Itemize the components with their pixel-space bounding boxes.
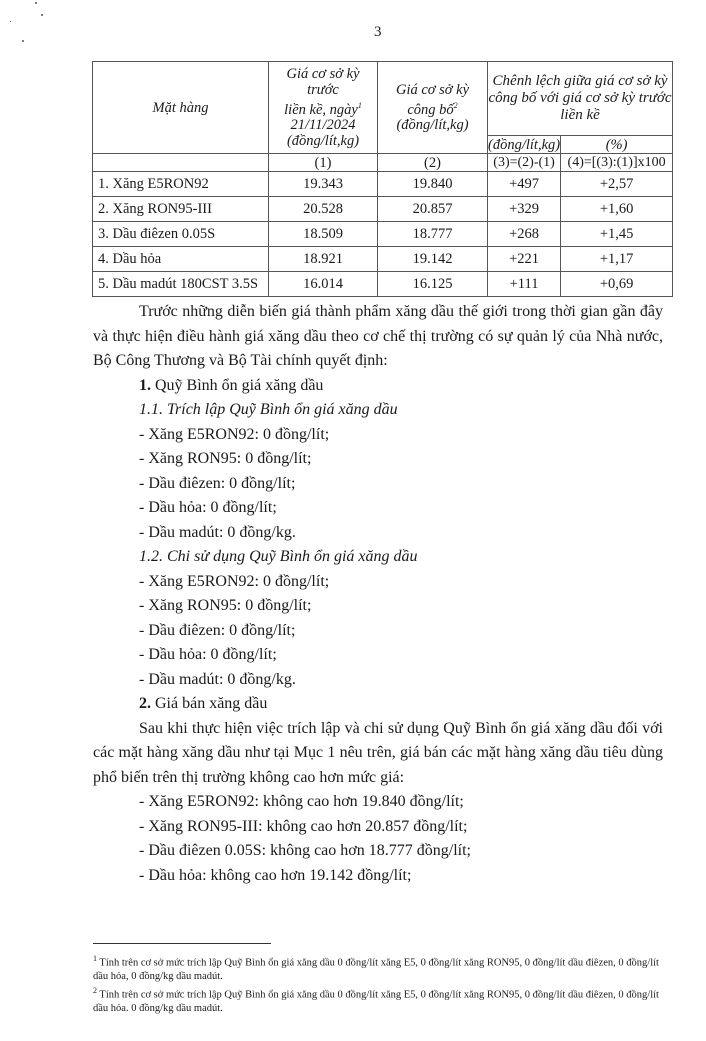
section-1-heading: 1. Quỹ Bình ổn giá xăng dầu xyxy=(139,376,324,394)
row-name: 5. Dầu madút 180CST 3.5S xyxy=(93,272,269,297)
index-cell: (2) xyxy=(378,154,488,172)
list-item: - Dầu điêzen: 0 đồng/lít; xyxy=(139,474,296,492)
page-number: 3 xyxy=(374,24,382,40)
price-table xyxy=(92,61,673,297)
row-pct: +1,45 xyxy=(561,222,673,247)
scan-speck xyxy=(22,40,24,42)
row-prev: 20.528 xyxy=(269,197,378,222)
header-prev-price xyxy=(269,62,378,154)
row-name: 2. Xăng RON95-III xyxy=(93,197,269,222)
list-item: - Xăng RON95: 0 đồng/lít; xyxy=(139,450,312,467)
list-item: - Xăng E5RON92: 0 đồng/lít; xyxy=(139,425,330,443)
row-prev: 18.509 xyxy=(269,222,378,247)
section-2-paragraph: Sau khi thực hiện việc trích lập và chi sử dụng Quỹ Bình ổn giá xăng dầu đối với các mặt hàng xăng dầu như tại Mục 1 nêu trên, giá bán các mặt hàng xăng dầu tiêu dùng phổ biến trên thị trường không cao hơn mức giá: xyxy=(93,719,663,786)
footnotes xyxy=(93,952,663,1015)
header-line: (đồng/lít,kg) xyxy=(286,133,360,150)
list-item: - Dầu hỏa: không cao hơn 19.142 đồng/lít; xyxy=(139,866,412,884)
index-cell xyxy=(93,154,269,172)
row-name: 1. Xăng E5RON92 xyxy=(93,172,269,197)
row-diff: +329 xyxy=(488,197,561,222)
row-now: 19.142 xyxy=(378,247,488,272)
table-row xyxy=(93,272,673,297)
row-prev: 18.921 xyxy=(269,247,378,272)
row-pct: +0,69 xyxy=(561,272,673,297)
scan-speck xyxy=(10,21,11,22)
row-prev: 19.343 xyxy=(269,172,378,197)
row-diff: +111 xyxy=(488,272,561,297)
scan-speck xyxy=(41,14,43,16)
row-now: 19.840 xyxy=(378,172,488,197)
table-row xyxy=(93,197,673,222)
header-line: Giá cơ sở kỳ xyxy=(395,81,470,98)
row-pct: +2,57 xyxy=(561,172,673,197)
header-line: liền kề, ngày$^1$ xyxy=(284,100,362,118)
row-now: 16.125 xyxy=(378,272,488,297)
row-diff: +497 xyxy=(488,172,561,197)
document-body xyxy=(93,300,663,888)
row-name: 3. Dầu điêzen 0.05S xyxy=(93,222,269,247)
header-item: Mặt hàng xyxy=(93,62,269,154)
row-diff: +268 xyxy=(488,222,561,247)
header-line: liền kề xyxy=(560,107,600,123)
list-item: - Dầu madút: 0 đồng/kg. xyxy=(139,523,296,541)
header-diff-amount: (đồng/lít,kg) xyxy=(488,136,561,153)
header-line: 21/11/2024 xyxy=(290,117,356,134)
section-2-heading: 2. Giá bán xăng dầu xyxy=(139,695,268,712)
list-item: - Dầu hỏa: 0 đồng/lít; xyxy=(139,646,277,663)
list-item: - Xăng E5RON92: 0 đồng/lít; xyxy=(139,572,330,590)
header-line: (đồng/lít,kg) xyxy=(396,117,469,134)
list-item: - Xăng E5RON92: không cao hơn 19.840 đồng/lít; xyxy=(139,793,464,810)
table-row xyxy=(93,247,673,272)
list-item: - Xăng RON95-III: không cao hơn 20.857 đồng/lít; xyxy=(139,817,468,835)
footnote: $^2$ Tính trên cơ sở mức trích lập Quỹ Bình ổn giá xăng dầu 0 đồng/lít xăng E5, 0 đồng/lít xăng RON95, 0 đồng/lít dầu điêzen, 0 đồng/lít dầu hỏa. 0 đồng/kg dầu madút. xyxy=(93,985,659,1014)
row-diff: +221 xyxy=(488,247,561,272)
list-item: - Dầu điêzen: 0 đồng/lít; xyxy=(139,621,296,639)
header-line: công bố với giá cơ sở kỳ trước xyxy=(488,90,672,106)
list-item: - Xăng RON95: 0 đồng/lít; xyxy=(139,597,312,614)
index-cell: (3)=(2)-(1) xyxy=(488,154,561,172)
header-line: công bố$^2$ xyxy=(407,100,458,118)
footnote: $^1$ Tính trên cơ sở mức trích lập Quỹ Bình ổn giá xăng dầu 0 đồng/lít xăng E5, 0 đồng/lít xăng RON95, 0 đồng/lít dầu điêzen, 0 đồng/lít dầu hỏa, 0 đồng/kg dầu madút. xyxy=(93,954,659,982)
header-difference xyxy=(488,62,673,136)
row-now: 20.857 xyxy=(378,197,488,222)
scan-speck xyxy=(35,2,37,4)
row-pct: +1,17 xyxy=(561,247,673,272)
row-pct: +1,60 xyxy=(561,197,673,222)
list-item: - Dầu điêzen 0.05S: không cao hơn 18.777 đồng/lít; xyxy=(139,842,471,859)
header-line: Giá cơ sở kỳ trước xyxy=(286,65,360,98)
table-row xyxy=(93,222,673,247)
header-diff-percent: (%) xyxy=(561,136,673,154)
intro-paragraph: Trước những diễn biến giá thành phẩm xăng dầu thế giới trong thời gian gần đây và thực hiện điều hành giá xăng dầu theo cơ chế thị trường có sự quản lý của Nhà nước, Bộ Công Thương và Bộ Tài chính quyết định: xyxy=(93,303,663,369)
list-item: - Dầu madút: 0 đồng/kg. xyxy=(139,670,296,688)
header-new-price xyxy=(378,62,488,154)
section-1-2-heading: 1.2. Chi sử dụng Quỹ Bình ổn giá xăng dầu xyxy=(139,548,418,565)
row-prev: 16.014 xyxy=(269,272,378,297)
table-row xyxy=(93,172,673,197)
section-1-1-heading: 1.1. Trích lập Quỹ Bình ổn giá xăng dầu xyxy=(139,401,398,418)
list-item: - Dầu hỏa: 0 đồng/lít; xyxy=(139,499,277,516)
footnote-divider xyxy=(93,943,271,944)
row-name: 4. Dầu hỏa xyxy=(93,247,269,272)
index-cell: (1) xyxy=(269,154,378,172)
row-now: 18.777 xyxy=(378,222,488,247)
header-line: Chênh lệch giữa giá cơ sở kỳ xyxy=(492,73,668,89)
index-cell: (4)=[(3):(1)]x100 xyxy=(561,154,673,172)
